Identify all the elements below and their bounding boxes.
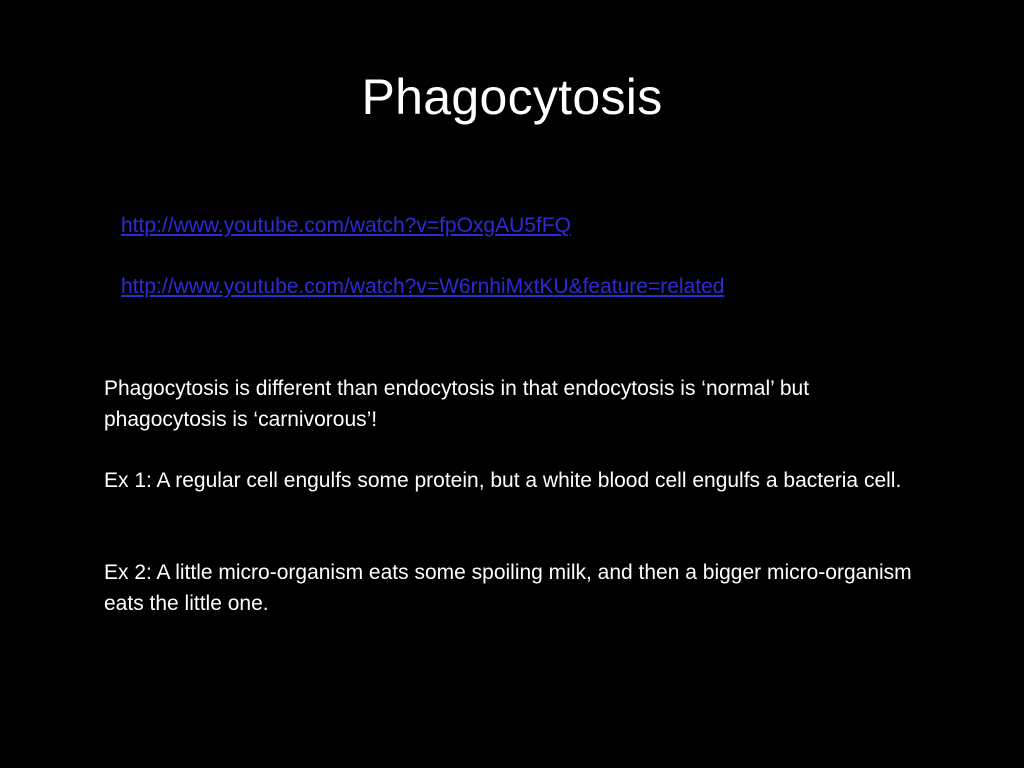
youtube-link-1[interactable]: http://www.youtube.com/watch?v=fpOxgAU5fFQ (121, 214, 571, 237)
slide-title: Phagocytosis (361, 69, 663, 125)
body-paragraph-definition: Phagocytosis is different than endocytosis in that endocytosis is ‘normal’ but phagocytosis is ‘carnivorous’! (104, 377, 810, 431)
body-paragraph-example-1: Ex 1: A regular cell engulfs some protein, but a white blood cell engulfs a bacteria cell. (104, 469, 902, 492)
body-paragraph-example-2: Ex 2: A little micro-organism eats some spoiling milk, and then a bigger micro-organism eats the little one. (104, 561, 912, 615)
youtube-link-2[interactable]: http://www.youtube.com/watch?v=W6rnhiMxtKU&feature=related (121, 275, 725, 298)
